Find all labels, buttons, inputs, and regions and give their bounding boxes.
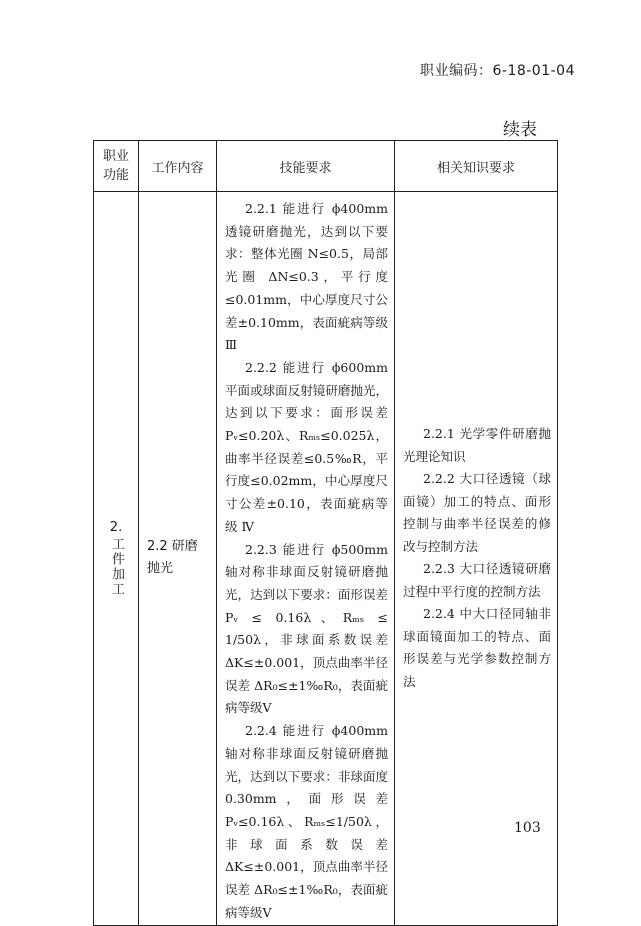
- knowledge-cell: [395, 192, 558, 926]
- knowledge-item: 2.2.4 中大口径同轴非球面镜面加工的特点、面形误差与光学参数控制方法: [403, 606, 551, 689]
- header-content: 工作内容: [139, 141, 217, 192]
- skill-item: 2.2.3 能进行 ϕ500mm 轴对称非球面反射镜研磨抛光，达到以下要求：面形误差 Pᵥ ≤ 0.16λ、Rₘₛ ≤ 1/50λ，非球面系数误差 ΔK≤±0.001，顶点曲率半径误差 ΔR₀≤±1‰R₀，表面疵病等级Ⅴ: [225, 541, 388, 716]
- function-name: 工件加工: [109, 536, 124, 597]
- table-header-row: [94, 141, 558, 192]
- page-number: 103: [514, 820, 541, 836]
- skill-table: [93, 140, 558, 926]
- header-function: [94, 141, 139, 192]
- knowledge-item: 2.2.3 大口径透镜研磨过程中平行度的控制方法: [403, 561, 551, 599]
- occupation-code: 职业编码：6-18-01-04: [419, 63, 575, 79]
- content-cell: 2.2 研磨抛光: [139, 192, 217, 926]
- table-row: [94, 192, 558, 926]
- skill-item: 2.2.1 能进行 ϕ400mm 透镜研磨抛光，达到以下要求：整体光圈 N≤0.5，局部光圈 ΔN≤0.3，平行度≤0.01mm，中心厚度尺寸公差±0.10mm，表面疵病等级Ⅲ: [225, 201, 388, 353]
- header-skills: 技能要求: [217, 141, 395, 192]
- knowledge-item: 2.2.2 大口径透镜（球面镜）加工的特点、面形控制与曲率半径误差的修改与控制方法: [403, 471, 551, 554]
- knowledge-item: 2.2.1 光学零件研磨抛光理论知识: [403, 426, 551, 464]
- function-cell: [94, 192, 139, 926]
- continued-label: 续表: [503, 120, 537, 140]
- header-function-text: 职业 功能: [102, 149, 129, 183]
- function-number: 2.: [109, 519, 123, 535]
- header-knowledge: 相关知识要求: [395, 141, 558, 192]
- skill-item: 2.2.4 能进行 ϕ400mm 轴对称非球面反射镜研磨抛光，达到以下要求：非球面度 0.30mm，面形误差 Pᵥ≤0.16λ、Rₘₛ≤1/50λ，非球面系数误差 ΔK≤±0.001，顶点曲率半径误差 ΔR₀≤±1‰R₀，表面疵病等级Ⅴ: [225, 723, 388, 920]
- skill-item: 2.2.2 能进行 ϕ600mm 平面或球面反射镜研磨抛光，达到以下要求：面形误差 Pᵥ≤0.20λ、Rₘₛ≤0.025λ，曲率半径误差≤0.5‰R，平行度≤0.02mm，中心厚度尺寸公差±0.10，表面疵病等级 Ⅳ: [225, 359, 388, 534]
- skills-cell: [217, 192, 395, 926]
